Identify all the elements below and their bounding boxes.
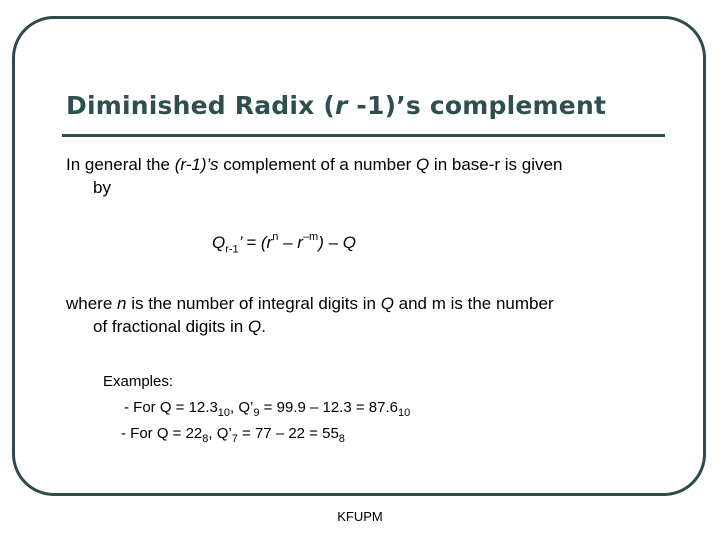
example-2 (121, 425, 345, 445)
where-text-c: is the number of integral digits in (126, 294, 381, 313)
ex2-c-sub: 8 (338, 433, 345, 445)
intro-text-b: (r-1)’s (174, 155, 219, 174)
where-line-1 (66, 292, 554, 315)
formula-q: Q (212, 233, 226, 252)
slide-frame (12, 16, 706, 496)
ex1-b-sub: 9 (253, 407, 260, 419)
complement-formula (212, 233, 356, 255)
intro-text-e: in base-r is given (429, 155, 563, 174)
ex2-b: , Q’ (208, 425, 232, 442)
ex2-b-sub: 7 (231, 433, 238, 445)
intro-text-c: complement of a number (218, 155, 416, 174)
formula-n-sup: n (272, 231, 279, 244)
where-paragraph (66, 292, 554, 338)
where-text-line2a: of fractional digits in (93, 317, 248, 336)
formula-q-sub: r-1 (225, 243, 239, 256)
title-post: -1)’s complement (347, 91, 607, 120)
where-text-a: where (66, 294, 118, 313)
footer-label: KFUPM (337, 509, 383, 524)
title-underline (62, 134, 665, 137)
intro-text-a: In general the (66, 155, 175, 174)
ex2-a: - For Q = 22 (121, 425, 203, 442)
intro-line-2: by (93, 178, 111, 197)
intro-text-d: Q (415, 155, 430, 174)
ex1-c: = 99.9 – 12.3 = 87.6 (259, 399, 398, 416)
where-text-e: and m is the number (393, 294, 554, 313)
formula-close: ) – Q (318, 233, 357, 252)
formula-minus: – r (283, 233, 303, 252)
slide-title (66, 91, 606, 120)
ex2-c: = 77 – 22 = 55 (237, 425, 339, 442)
where-line-2 (66, 315, 554, 338)
title-pre: Diminished Radix ( (66, 91, 335, 120)
where-text-b: n (117, 294, 127, 313)
where-text-d: Q (380, 294, 394, 313)
formula-m-sup: –m (302, 231, 319, 244)
ex1-a-sub: 10 (217, 407, 231, 419)
intro-paragraph (66, 153, 562, 199)
examples-heading: Examples: (103, 373, 174, 390)
example-1 (124, 399, 410, 419)
ex1-b: , Q’ (230, 399, 254, 416)
where-text-line2b: Q (247, 317, 262, 336)
ex2-a-sub: 8 (202, 433, 209, 445)
intro-line-1 (66, 153, 562, 176)
ex1-a: - For Q = 12.3 (124, 399, 218, 416)
where-text-line2c: . (261, 317, 266, 336)
title-r: r (334, 91, 348, 120)
ex1-c-sub: 10 (397, 407, 411, 419)
formula-eq: ’ = (r (238, 233, 273, 252)
